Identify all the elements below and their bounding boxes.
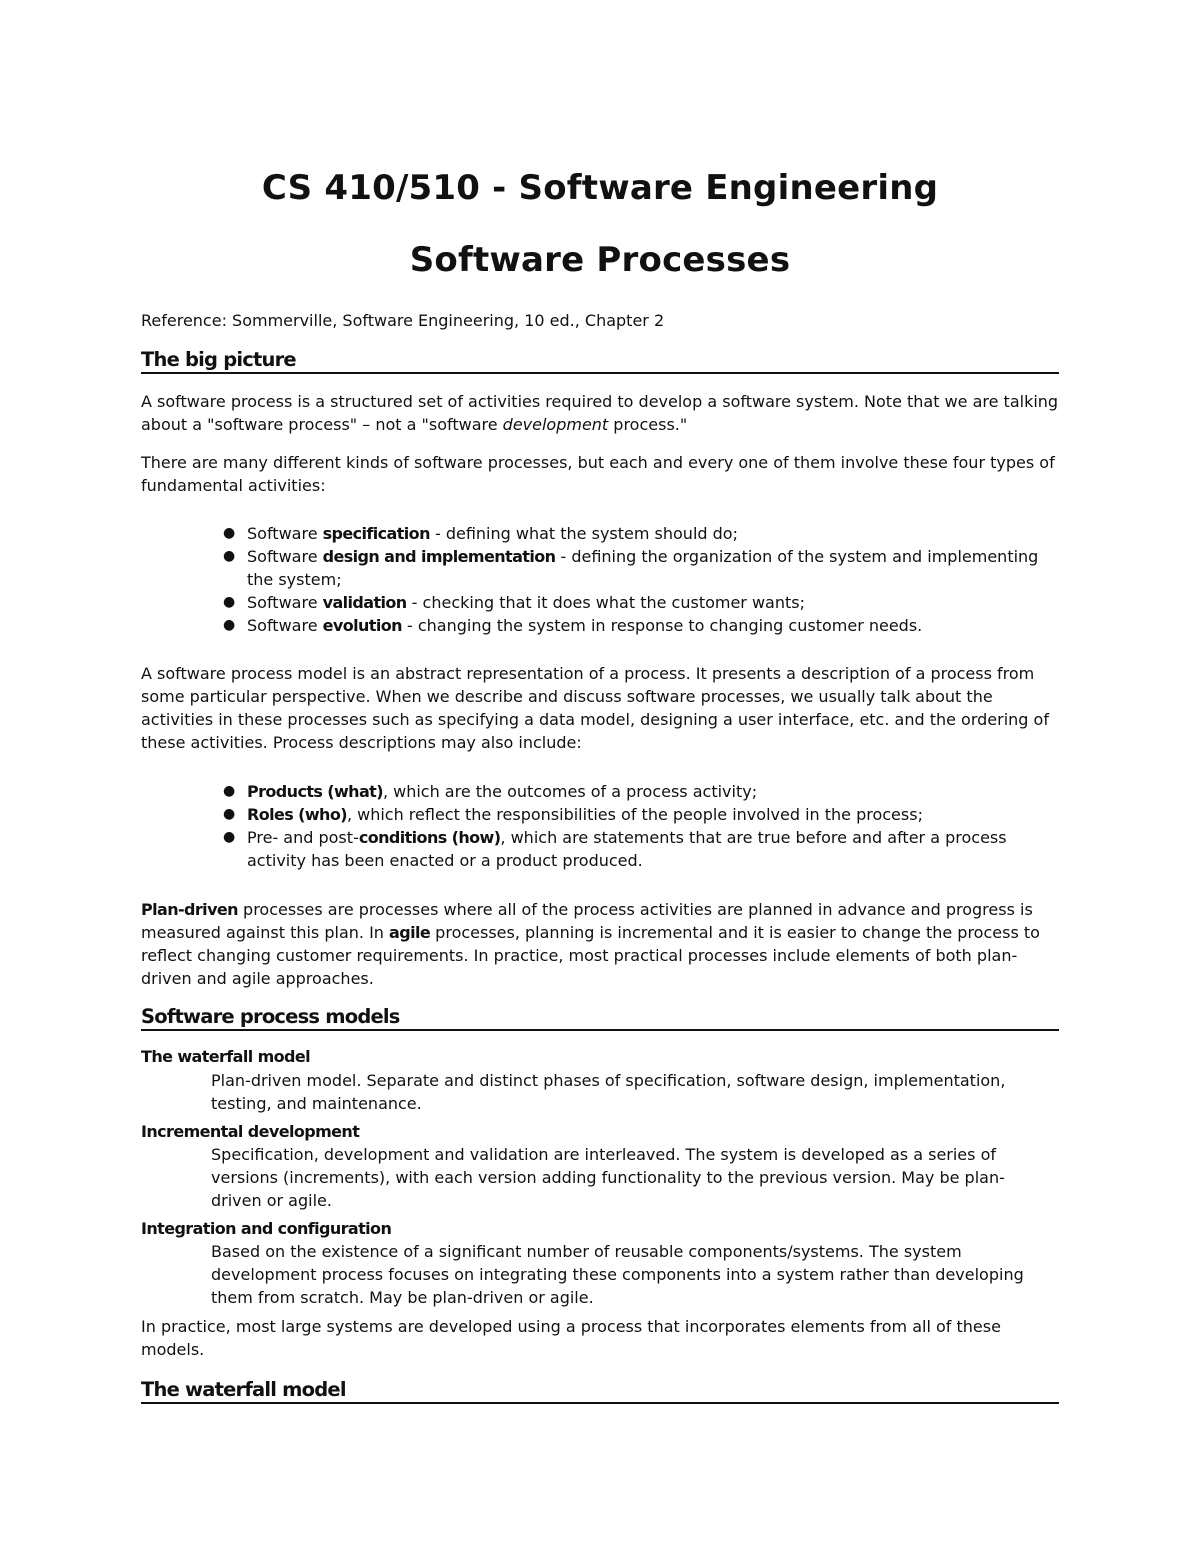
- paragraph-text: process.": [608, 415, 688, 434]
- bullet-icon: ●: [223, 617, 236, 633]
- document-title: CS 410/510 - Software Engineering: [261, 168, 939, 208]
- model-desc-integration: Based on the existence of a significant number of reusable components/systems. The system development process focuses on integrating these components into a system rather than developing them from scratch. May be plan-driven or agile.: [211, 1242, 1024, 1307]
- model-desc-waterfall: Plan-driven model. Separate and distinct phases of specification, software design, implementation, testing, and maintenance.: [211, 1071, 1006, 1113]
- keyword-plan-driven: Plan-driven: [141, 900, 238, 919]
- list-item-text: Software: [247, 524, 323, 543]
- list-item-text: , which are statements that are true before and after a process activity has been enacted or a product produced.: [247, 828, 1007, 870]
- list-item-keyword: validation: [322, 593, 407, 612]
- list-item-keyword: specification: [322, 524, 430, 543]
- list-item-text: - checking that it does what the customer wants;: [406, 593, 805, 612]
- reference-line: Reference: Sommerville, Software Engineering, 10 ed., Chapter 2: [141, 311, 665, 330]
- list-item: [141, 803, 1059, 826]
- list-item-keyword: conditions (how): [358, 828, 501, 847]
- keyword-agile: agile: [389, 923, 431, 942]
- model-title-integration: Integration and configuration: [141, 1219, 392, 1238]
- list-item-text: Pre- and post-: [247, 828, 359, 847]
- list-item-keyword: Roles (who): [247, 805, 347, 824]
- paragraph-software-process: [141, 390, 1059, 436]
- paragraph-fundamental-activities: There are many different kinds of software processes, but each and every one of them involve these four types of fundamental activities:: [141, 453, 1055, 495]
- paragraph-text: processes, planning is incremental and it is easier to change the process to reflect changing customer requirements. In practice, most practical processes include elements of both plan-driven and agile approaches.: [141, 923, 1040, 988]
- list-item-text: Software: [247, 593, 323, 612]
- list-item: [141, 780, 1059, 803]
- bullet-icon: ●: [223, 525, 236, 541]
- paragraph-plan-driven-agile: [141, 898, 1059, 990]
- section-heading-process-models: Software process models: [141, 1005, 1059, 1031]
- activities-list: [141, 522, 1059, 637]
- list-item: [141, 545, 1059, 591]
- bullet-icon: ●: [223, 829, 236, 845]
- list-item: [141, 614, 1059, 637]
- paragraph-text: processes are processes where all of the process activities are planned in advance and progress is measured against this plan. In: [141, 900, 1033, 942]
- model-title-incremental: Incremental development: [141, 1122, 360, 1141]
- list-item-text: - defining what the system should do;: [429, 524, 738, 543]
- process-description-list: [141, 780, 1059, 872]
- list-item-keyword: evolution: [322, 616, 402, 635]
- bullet-icon: ●: [223, 783, 236, 799]
- list-item-text: Software: [247, 547, 323, 566]
- model-title-waterfall: The waterfall model: [141, 1047, 311, 1066]
- bullet-icon: ●: [223, 594, 236, 610]
- paragraph-text: A software process is a structured set of activities required to develop a software system. Note that we are talking about a "software process" – not a "software: [141, 392, 1059, 434]
- list-item-text: Software: [247, 616, 323, 635]
- bullet-icon: ●: [223, 806, 236, 822]
- paragraph-process-model: A software process model is an abstract representation of a process. It presents a description of a process from some particular perspective. When we describe and discuss software processes, we usually talk about the activities in these processes such as specifying a data model, designing a user interface, etc. and the ordering of these activities. Process descriptions may also include:: [141, 664, 1049, 752]
- list-item-keyword: Products (what): [247, 782, 383, 801]
- model-desc-incremental: Specification, development and validation are interleaved. The system is developed as a series of versions (increments), with each version adding functionality to the previous version. May be plan-driven or agile.: [211, 1145, 1005, 1210]
- list-item: [141, 591, 1059, 614]
- document-subtitle: Software Processes: [409, 240, 791, 280]
- section-heading-big-picture: The big picture: [141, 348, 1059, 374]
- paragraph-models-closing: In practice, most large systems are developed using a process that incorporates elements from all of these models.: [141, 1317, 1001, 1359]
- list-item-keyword: design and implementation: [322, 547, 556, 566]
- list-item: [141, 522, 1059, 545]
- list-item-text: - defining the organization of the system and implementing the system;: [247, 547, 1039, 589]
- list-item-text: , which are the outcomes of a process activity;: [382, 782, 758, 801]
- list-item-text: , which reflect the responsibilities of the people involved in the process;: [346, 805, 923, 824]
- emphasis-text: development: [502, 415, 609, 434]
- list-item-text: - changing the system in response to changing customer needs.: [401, 616, 923, 635]
- bullet-icon: ●: [223, 548, 236, 564]
- section-heading-waterfall: The waterfall model: [141, 1378, 1059, 1404]
- list-item: [141, 826, 1059, 872]
